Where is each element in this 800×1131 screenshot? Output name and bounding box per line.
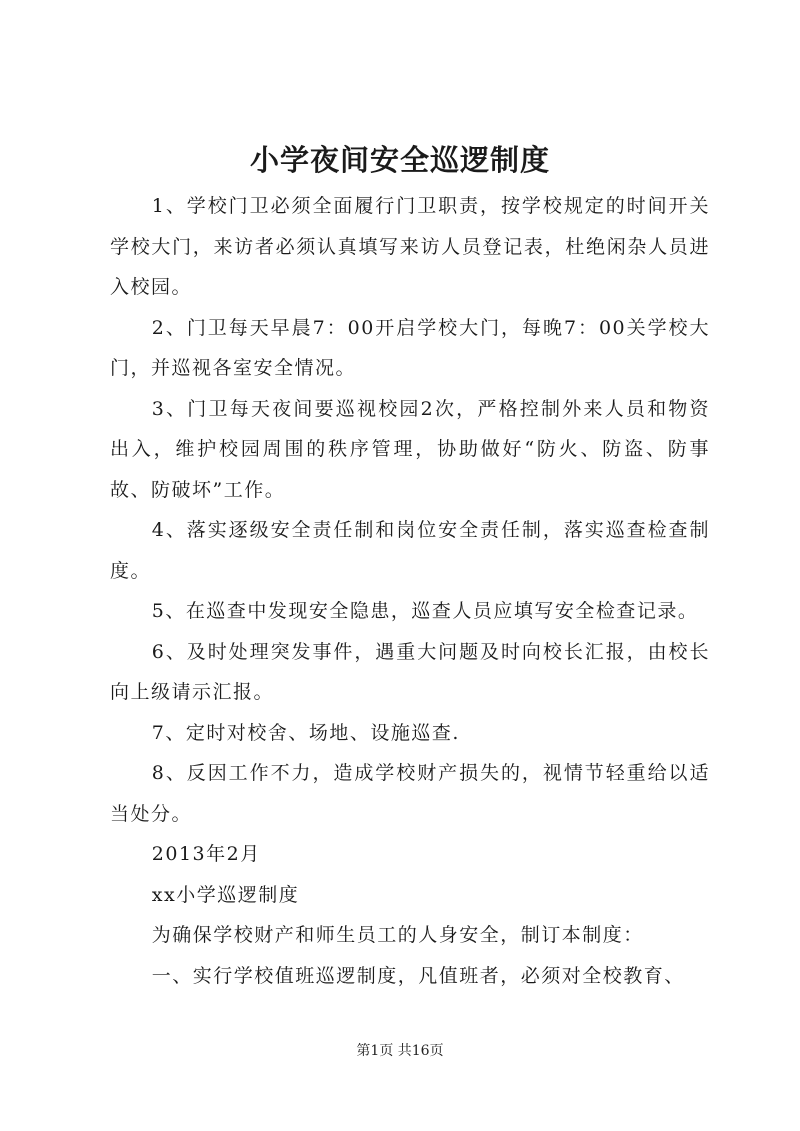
paragraph-8: 8、反因工作不力，造成学校财产损失的，视情节轻重给以适当处分。 bbox=[110, 762, 710, 825]
paragraph-6: 6、及时处理突发事件，遇重大问题及时向校长汇报，由校长向上级请示汇报。 bbox=[110, 640, 710, 703]
date-line: 2013年2月 bbox=[151, 843, 261, 865]
document-body bbox=[110, 186, 710, 996]
document-title: 小学夜间安全巡逻制度 bbox=[249, 143, 550, 177]
intro-paragraph: 为确保学校财产和师生员工的人身安全，制订本制度： bbox=[151, 924, 644, 946]
paragraph-2: 2、门卫每天早晨7：00开启学校大门，每晚7：00关学校大门，并巡视各室安全情况。 bbox=[110, 316, 710, 379]
paragraph-3: 3、门卫每天夜间要巡视校园2次，严格控制外来人员和物资出入，维护校园周围的秩序管理，协助做好“防火、防盗、防事故、防破坏”工作。 bbox=[110, 397, 710, 501]
paragraph-4: 4、落实逐级安全责任制和岗位安全责任制，落实巡查检查制度。 bbox=[110, 519, 710, 582]
paragraph-7: 7、定时对校舍、场地、设施巡查. bbox=[151, 721, 460, 744]
rule-1-paragraph: 一、实行学校值班巡逻制度，凡值班者，必须对全校教育、 bbox=[151, 964, 685, 987]
paragraph-1: 1、学校门卫必须全面履行门卫职责，按学校规定的时间开关学校大门，来访者必须认真填写来访人员登记表，杜绝闲杂人员进入校园。 bbox=[110, 195, 710, 298]
page-number-footer: 第1页 共16页 bbox=[356, 1043, 444, 1059]
paragraph-5: 5、在巡查中发现安全隐患，巡查人员应填写安全检查记录。 bbox=[151, 600, 699, 622]
section-heading: xx小学巡逻制度 bbox=[151, 883, 300, 906]
